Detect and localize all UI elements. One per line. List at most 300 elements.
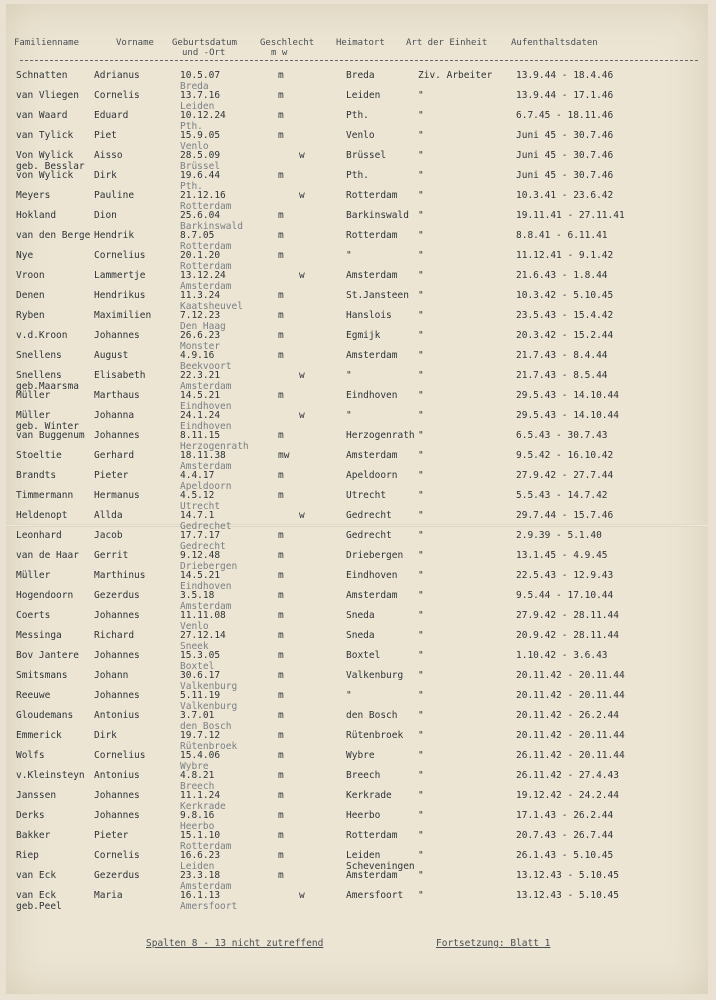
row-familienname: van Waard bbox=[16, 110, 68, 121]
row-heimatort: Amsterdam bbox=[346, 270, 398, 281]
row-familienname: van den Berge bbox=[16, 230, 91, 241]
row-vorname: Dirk bbox=[94, 170, 117, 181]
row-vorname: Gerrit bbox=[94, 550, 129, 561]
row-familienname: Müller bbox=[16, 570, 51, 581]
row-art-der-einheit: " bbox=[418, 710, 424, 721]
row-geburtsort: Amsterdam bbox=[180, 381, 232, 392]
row-familienname: Janssen bbox=[16, 790, 57, 801]
row-geburtsort: Breech bbox=[180, 781, 215, 792]
row-aufenthaltsdaten: 21.7.43 - 8.5.44 bbox=[516, 370, 608, 381]
row-art-der-einheit: Ziv. Arbeiter bbox=[418, 70, 493, 81]
row-geburtsdatum: 22.3.21 bbox=[180, 370, 221, 381]
row-aufenthaltsdaten: 13.9.44 - 18.4.46 bbox=[516, 70, 614, 81]
row-aufenthaltsdaten: 20.11.42 - 20.11.44 bbox=[516, 730, 625, 741]
row-geschlecht: w bbox=[299, 410, 305, 421]
row-aufenthaltsdaten: 29.5.43 - 14.10.44 bbox=[516, 410, 619, 421]
row-art-der-einheit: " bbox=[418, 590, 424, 601]
row-geschlecht: w bbox=[299, 890, 305, 901]
row-familienname: Denen bbox=[16, 290, 45, 301]
row-aufenthaltsdaten: 27.9.42 - 28.11.44 bbox=[516, 610, 619, 621]
row-aufenthaltsdaten: 8.8.41 - 6.11.41 bbox=[516, 230, 608, 241]
row-geschlecht: m bbox=[278, 550, 284, 561]
row-vorname: Marthinus bbox=[94, 570, 146, 581]
row-geburtsdatum: 8.7.05 bbox=[180, 230, 215, 241]
row-vorname: Hendrikus bbox=[94, 290, 146, 301]
row-familienname: Smitsmans bbox=[16, 670, 68, 681]
header-vorname: Vorname bbox=[116, 38, 154, 48]
row-geburtsdatum: 19.7.12 bbox=[180, 730, 221, 741]
row-geburtsort: Valkenburg bbox=[180, 701, 238, 712]
row-art-der-einheit: " bbox=[418, 650, 424, 661]
row-vorname: Hermanus bbox=[94, 490, 140, 501]
row-heimatort: Gedrecht bbox=[346, 510, 392, 521]
row-vorname: Johanna bbox=[94, 410, 135, 421]
header-familienname: Familienname bbox=[14, 38, 80, 48]
row-geburtsdatum: 15.3.05 bbox=[180, 650, 221, 661]
row-geburtsort: Leiden bbox=[180, 101, 215, 112]
row-geschlecht: m bbox=[278, 290, 284, 301]
row-familienname: Derks bbox=[16, 810, 45, 821]
row-geburtsort: Gedrecht bbox=[180, 541, 226, 552]
row-geschlecht: w bbox=[299, 150, 305, 161]
row-aufenthaltsdaten: Juni 45 - 30.7.46 bbox=[516, 170, 614, 181]
row-vorname: Maria bbox=[94, 890, 123, 901]
row-heimatort: Sneda bbox=[346, 610, 375, 621]
row-familienname: Müller bbox=[16, 390, 51, 401]
row-familienname-2: geb.Peel bbox=[16, 901, 62, 912]
row-familienname: Messinga bbox=[16, 630, 62, 641]
row-geschlecht: m bbox=[278, 750, 284, 761]
row-heimatort: Eindhoven bbox=[346, 390, 398, 401]
header-geschlecht: Geschlecht bbox=[260, 38, 315, 48]
row-geburtsort: Eindhoven bbox=[180, 581, 232, 592]
row-geburtsort: Apeldoorn bbox=[180, 481, 232, 492]
row-geschlecht: m bbox=[278, 570, 284, 581]
row-art-der-einheit: " bbox=[418, 370, 424, 381]
row-geburtsdatum: 3.7.01 bbox=[180, 710, 215, 721]
row-familienname: Riep bbox=[16, 850, 39, 861]
row-vorname: Allda bbox=[94, 510, 123, 521]
row-geburtsort: Brüssel bbox=[180, 161, 221, 172]
row-familienname: Ryben bbox=[16, 310, 45, 321]
row-aufenthaltsdaten: 21.6.43 - 1.8.44 bbox=[516, 270, 608, 281]
row-geburtsdatum: 11.11.08 bbox=[180, 610, 226, 621]
row-aufenthaltsdaten: 20.3.42 - 15.2.44 bbox=[516, 330, 614, 341]
row-geschlecht: m bbox=[278, 430, 284, 441]
row-aufenthaltsdaten: 22.5.43 - 12.9.43 bbox=[516, 570, 614, 581]
row-art-der-einheit: " bbox=[418, 90, 424, 101]
row-familienname: v.d.Kroon bbox=[16, 330, 68, 341]
row-geburtsdatum: 10.5.07 bbox=[180, 70, 221, 81]
row-vorname: Dirk bbox=[94, 730, 117, 741]
row-heimatort: Wybre bbox=[346, 750, 375, 761]
row-geschlecht: m bbox=[278, 850, 284, 861]
row-geschlecht: m bbox=[278, 470, 284, 481]
row-aufenthaltsdaten: 23.5.43 - 15.4.42 bbox=[516, 310, 614, 321]
row-vorname: Gerhard bbox=[94, 450, 135, 461]
row-geburtsort: Utrecht bbox=[180, 501, 221, 512]
header-heimatort: Heimatort bbox=[336, 38, 385, 48]
header-aufenthaltsdaten: Aufenthaltsdaten bbox=[511, 38, 598, 48]
row-geschlecht: w bbox=[299, 190, 305, 201]
row-geburtsdatum: 15.4.06 bbox=[180, 750, 221, 761]
row-vorname: Johann bbox=[94, 670, 129, 681]
row-aufenthaltsdaten: Juni 45 - 30.7.46 bbox=[516, 150, 614, 161]
row-art-der-einheit: " bbox=[418, 150, 424, 161]
row-heimatort: Brüssel bbox=[346, 150, 387, 161]
row-familienname: Hokland bbox=[16, 210, 57, 221]
row-vorname: Jacob bbox=[94, 530, 123, 541]
row-geburtsort: Driebergen bbox=[180, 561, 238, 572]
row-geschlecht: m bbox=[278, 250, 284, 261]
row-geburtsort: Beekvoort bbox=[180, 361, 232, 372]
row-geburtsdatum: 15.1.10 bbox=[180, 830, 221, 841]
row-geburtsdatum: 26.6.23 bbox=[180, 330, 221, 341]
row-heimatort: Apeldoorn bbox=[346, 470, 398, 481]
row-art-der-einheit: " bbox=[418, 230, 424, 241]
row-familienname: Von Wylick bbox=[16, 150, 74, 161]
row-vorname: Johannes bbox=[94, 810, 140, 821]
row-vorname: Gezerdus bbox=[94, 590, 140, 601]
row-art-der-einheit: " bbox=[418, 210, 424, 221]
row-geburtsort: Rütenbroek bbox=[180, 741, 238, 752]
header-divider bbox=[20, 60, 698, 61]
row-aufenthaltsdaten: 20.11.42 - 20.11.44 bbox=[516, 690, 625, 701]
row-geschlecht: m bbox=[278, 590, 284, 601]
row-vorname: Pieter bbox=[94, 470, 129, 481]
row-geburtsort: Rotterdam bbox=[180, 261, 232, 272]
row-aufenthaltsdaten: 13.12.43 - 5.10.45 bbox=[516, 870, 619, 881]
row-geburtsdatum: 4.8.21 bbox=[180, 770, 215, 781]
row-aufenthaltsdaten: 9.5.42 - 16.10.42 bbox=[516, 450, 614, 461]
row-geburtsort: Amsterdam bbox=[180, 461, 232, 472]
row-heimatort: Rütenbroek bbox=[346, 730, 404, 741]
row-geburtsort: den Bosch bbox=[180, 721, 232, 732]
document-page bbox=[6, 4, 708, 994]
row-geburtsdatum: 24.1.24 bbox=[180, 410, 221, 421]
row-vorname: Cornelis bbox=[94, 850, 140, 861]
row-vorname: Eduard bbox=[94, 110, 129, 121]
row-geburtsdatum: 13.12.24 bbox=[180, 270, 226, 281]
header-geschlecht-sub: m w bbox=[271, 48, 288, 58]
row-geburtsdatum: 18.11.38 bbox=[180, 450, 226, 461]
row-geburtsdatum: 11.3.24 bbox=[180, 290, 221, 301]
row-geschlecht: m bbox=[278, 710, 284, 721]
row-geburtsort: Herzogenrath bbox=[180, 441, 249, 452]
row-geschlecht: m bbox=[278, 730, 284, 741]
row-art-der-einheit: " bbox=[418, 890, 424, 901]
row-geburtsort: Valkenburg bbox=[180, 681, 238, 692]
row-familienname: von Wylick bbox=[16, 170, 74, 181]
row-aufenthaltsdaten: 26.1.43 - 5.10.45 bbox=[516, 850, 614, 861]
row-geschlecht: m bbox=[278, 790, 284, 801]
row-familienname: v.Kleinsteyn bbox=[16, 770, 85, 781]
row-familienname: van Tylick bbox=[16, 130, 74, 141]
row-vorname: Marthaus bbox=[94, 390, 140, 401]
row-geburtsort: Rotterdam bbox=[180, 201, 232, 212]
table-row bbox=[6, 884, 708, 912]
row-art-der-einheit: " bbox=[418, 790, 424, 801]
row-aufenthaltsdaten: 26.11.42 - 20.11.44 bbox=[516, 750, 625, 761]
row-familienname: van Vliegen bbox=[16, 90, 79, 101]
row-geburtsort: Wybre bbox=[180, 761, 209, 772]
row-geschlecht: w bbox=[299, 510, 305, 521]
row-vorname: Cornelius bbox=[94, 750, 146, 761]
row-art-der-einheit: " bbox=[418, 630, 424, 641]
row-familienname: Timmermann bbox=[16, 490, 74, 501]
row-heimatort: Leiden bbox=[346, 850, 381, 861]
row-heimatort: Amsterdam bbox=[346, 450, 398, 461]
row-heimatort: Pth. bbox=[346, 170, 369, 181]
row-aufenthaltsdaten: 1.10.42 - 3.6.43 bbox=[516, 650, 608, 661]
row-vorname: Maximilien bbox=[94, 310, 152, 321]
row-geburtsdatum: 16.1.13 bbox=[180, 890, 221, 901]
row-geburtsort: Heerbo bbox=[180, 821, 215, 832]
row-heimatort: Boxtel bbox=[346, 650, 381, 661]
row-geschlecht: m bbox=[278, 70, 284, 81]
row-art-der-einheit: " bbox=[418, 690, 424, 701]
row-geburtsdatum: 23.3.18 bbox=[180, 870, 221, 881]
row-familienname: Brandts bbox=[16, 470, 57, 481]
row-aufenthaltsdaten: 11.12.41 - 9.1.42 bbox=[516, 250, 614, 261]
row-geschlecht: m bbox=[278, 170, 284, 181]
row-heimatort: Gedrecht bbox=[346, 530, 392, 541]
row-geburtsort: Leiden bbox=[180, 861, 215, 872]
row-geburtsdatum: 17.7.17 bbox=[180, 530, 221, 541]
row-geburtsdatum: 14.5.21 bbox=[180, 390, 221, 401]
row-vorname: Dion bbox=[94, 210, 117, 221]
row-geschlecht: m bbox=[278, 110, 284, 121]
row-vorname: Antonius bbox=[94, 770, 140, 781]
row-geburtsdatum: 3.5.18 bbox=[180, 590, 215, 601]
row-familienname-2: geb. Besslar bbox=[16, 161, 85, 172]
row-geburtsdatum: 13.7.16 bbox=[180, 90, 221, 101]
row-familienname: Bov Jantere bbox=[16, 650, 79, 661]
row-geschlecht: m bbox=[278, 650, 284, 661]
row-heimatort: Heerbo bbox=[346, 810, 381, 821]
header-und-ort: und -Ort bbox=[182, 48, 226, 58]
row-familienname: Snellens bbox=[16, 350, 62, 361]
row-art-der-einheit: " bbox=[418, 110, 424, 121]
row-heimatort: Kerkrade bbox=[346, 790, 392, 801]
row-aufenthaltsdaten: 19.11.41 - 27.11.41 bbox=[516, 210, 625, 221]
row-heimatort: Pth. bbox=[346, 110, 369, 121]
row-geburtsdatum: 7.12.23 bbox=[180, 310, 221, 321]
row-geburtsdatum: 14.5.21 bbox=[180, 570, 221, 581]
row-geburtsdatum: 4.4.17 bbox=[180, 470, 215, 481]
row-aufenthaltsdaten: 6.5.43 - 30.7.43 bbox=[516, 430, 608, 441]
row-familienname: Meyers bbox=[16, 190, 51, 201]
row-art-der-einheit: " bbox=[418, 510, 424, 521]
row-familienname: van de Haar bbox=[16, 550, 79, 561]
row-aufenthaltsdaten: 21.7.43 - 8.4.44 bbox=[516, 350, 608, 361]
row-heimatort: Rotterdam bbox=[346, 190, 398, 201]
row-geschlecht: w bbox=[299, 370, 305, 381]
row-geschlecht: m bbox=[278, 90, 284, 101]
row-aufenthaltsdaten: Juni 45 - 30.7.46 bbox=[516, 130, 614, 141]
row-geburtsort: Amsterdam bbox=[180, 601, 232, 612]
row-vorname: Piet bbox=[94, 130, 117, 141]
row-art-der-einheit: " bbox=[418, 830, 424, 841]
row-vorname: Pauline bbox=[94, 190, 135, 201]
header-geburtsdatum: Geburtsdatum bbox=[172, 38, 238, 48]
row-heimatort: Utrecht bbox=[346, 490, 387, 501]
row-vorname: August bbox=[94, 350, 129, 361]
row-art-der-einheit: " bbox=[418, 190, 424, 201]
row-art-der-einheit: " bbox=[418, 350, 424, 361]
row-geschlecht: w bbox=[299, 270, 305, 281]
row-art-der-einheit: " bbox=[418, 250, 424, 261]
row-vorname: Lammertje bbox=[94, 270, 146, 281]
row-aufenthaltsdaten: 9.5.44 - 17.10.44 bbox=[516, 590, 614, 601]
row-aufenthaltsdaten: 20.9.42 - 28.11.44 bbox=[516, 630, 619, 641]
row-geschlecht: m bbox=[278, 210, 284, 221]
row-vorname: Johannes bbox=[94, 430, 140, 441]
row-geburtsort: Amsterdam bbox=[180, 881, 232, 892]
row-heimatort: Amsterdam bbox=[346, 590, 398, 601]
row-familienname: Nye bbox=[16, 250, 34, 261]
row-heimatort: St.Jansteen bbox=[346, 290, 409, 301]
row-aufenthaltsdaten: 10.3.41 - 23.6.42 bbox=[516, 190, 614, 201]
row-art-der-einheit: " bbox=[418, 170, 424, 181]
row-geburtsdatum: 25.6.04 bbox=[180, 210, 221, 221]
row-familienname: Coerts bbox=[16, 610, 51, 621]
row-aufenthaltsdaten: 10.3.42 - 5.10.45 bbox=[516, 290, 614, 301]
row-geschlecht: m bbox=[278, 330, 284, 341]
row-vorname: Johannes bbox=[94, 790, 140, 801]
row-geburtsdatum: 4.5.12 bbox=[180, 490, 215, 501]
row-heimatort: Eindhoven bbox=[346, 570, 398, 581]
row-geburtsort: Eindhoven bbox=[180, 421, 232, 432]
row-geburtsdatum: 9.12.48 bbox=[180, 550, 221, 561]
row-art-der-einheit: " bbox=[418, 290, 424, 301]
row-geschlecht: m bbox=[278, 310, 284, 321]
row-art-der-einheit: " bbox=[418, 810, 424, 821]
row-art-der-einheit: " bbox=[418, 570, 424, 581]
row-heimatort: Herzogenrath bbox=[346, 430, 415, 441]
row-aufenthaltsdaten: 29.7.44 - 15.7.46 bbox=[516, 510, 614, 521]
row-geburtsdatum: 30.6.17 bbox=[180, 670, 221, 681]
row-heimatort: Sneda bbox=[346, 630, 375, 641]
row-heimatort: Hanslois bbox=[346, 310, 392, 321]
row-aufenthaltsdaten: 13.1.45 - 4.9.45 bbox=[516, 550, 608, 561]
row-familienname: Snellens bbox=[16, 370, 62, 381]
row-geschlecht: m bbox=[278, 350, 284, 361]
row-aufenthaltsdaten: 20.11.42 - 26.2.44 bbox=[516, 710, 619, 721]
row-geburtsort: Kerkrade bbox=[180, 801, 226, 812]
row-heimatort-2: Scheveningen bbox=[346, 861, 415, 872]
row-heimatort: Driebergen bbox=[346, 550, 404, 561]
row-aufenthaltsdaten: 29.5.43 - 14.10.44 bbox=[516, 390, 619, 401]
row-geburtsort: Monster bbox=[180, 341, 221, 352]
row-geburtsdatum: 4.9.16 bbox=[180, 350, 215, 361]
row-geburtsort: Den Haag bbox=[180, 321, 226, 332]
row-heimatort: Valkenburg bbox=[346, 670, 404, 681]
row-geburtsort: Rotterdam bbox=[180, 841, 232, 852]
row-heimatort: " bbox=[346, 410, 352, 421]
row-vorname: Johannes bbox=[94, 650, 140, 661]
row-geburtsdatum: 15.9.05 bbox=[180, 130, 221, 141]
row-geschlecht: m bbox=[278, 130, 284, 141]
row-art-der-einheit: " bbox=[418, 270, 424, 281]
row-art-der-einheit: " bbox=[418, 390, 424, 401]
row-geschlecht: m bbox=[278, 810, 284, 821]
row-geburtsdatum: 5.11.19 bbox=[180, 690, 221, 701]
row-geschlecht: m bbox=[278, 830, 284, 841]
row-geburtsort: Amsterdam bbox=[180, 281, 232, 292]
row-familienname: Reeuwe bbox=[16, 690, 51, 701]
row-geschlecht: m bbox=[278, 230, 284, 241]
row-geschlecht: m bbox=[278, 770, 284, 781]
row-art-der-einheit: " bbox=[418, 770, 424, 781]
row-vorname: Adrianus bbox=[94, 70, 140, 81]
row-art-der-einheit: " bbox=[418, 530, 424, 541]
row-art-der-einheit: " bbox=[418, 550, 424, 561]
row-aufenthaltsdaten: 17.1.43 - 26.2.44 bbox=[516, 810, 614, 821]
row-vorname: Hendrik bbox=[94, 230, 135, 241]
row-geburtsdatum: 19.6.44 bbox=[180, 170, 221, 181]
row-vorname: Cornelis bbox=[94, 90, 140, 101]
row-vorname: Gezerdus bbox=[94, 870, 140, 881]
row-vorname: Cornelius bbox=[94, 250, 146, 261]
row-familienname: Vroon bbox=[16, 270, 45, 281]
row-geburtsort: Amersfoort bbox=[180, 901, 238, 912]
footer-left: Spalten 8 - 13 nicht zutreffend bbox=[146, 938, 324, 949]
row-vorname: Antonius bbox=[94, 710, 140, 721]
row-geburtsdatum: 10.12.24 bbox=[180, 110, 226, 121]
row-geschlecht: m bbox=[278, 690, 284, 701]
row-heimatort: Venlo bbox=[346, 130, 375, 141]
row-vorname: Richard bbox=[94, 630, 135, 641]
row-aufenthaltsdaten: 13.12.43 - 5.10.45 bbox=[516, 890, 619, 901]
row-geschlecht: m bbox=[278, 390, 284, 401]
row-geburtsdatum: 21.12.16 bbox=[180, 190, 226, 201]
row-vorname: Johannes bbox=[94, 330, 140, 341]
row-geburtsort: Gedrechet bbox=[180, 521, 232, 532]
row-geschlecht: m bbox=[278, 610, 284, 621]
row-geburtsort: Venlo bbox=[180, 621, 209, 632]
row-geburtsort: Boxtel bbox=[180, 661, 215, 672]
row-heimatort: Breda bbox=[346, 70, 375, 81]
row-familienname: Heldenopt bbox=[16, 510, 68, 521]
row-geschlecht: m bbox=[278, 530, 284, 541]
row-geburtsort: Barkinswald bbox=[180, 221, 243, 232]
row-art-der-einheit: " bbox=[418, 870, 424, 881]
row-art-der-einheit: " bbox=[418, 730, 424, 741]
row-art-der-einheit: " bbox=[418, 610, 424, 621]
row-geburtsort: Kaatsheuvel bbox=[180, 301, 243, 312]
row-familienname: Stoeltie bbox=[16, 450, 62, 461]
row-geburtsdatum: 14.7.1 bbox=[180, 510, 215, 521]
row-familienname: van Eck bbox=[16, 870, 57, 881]
row-aufenthaltsdaten: 26.11.42 - 27.4.43 bbox=[516, 770, 619, 781]
row-familienname: Bakker bbox=[16, 830, 51, 841]
row-geburtsort: Pth. bbox=[180, 181, 203, 192]
row-art-der-einheit: " bbox=[418, 750, 424, 761]
row-geburtsdatum: 9.8.16 bbox=[180, 810, 215, 821]
row-geschlecht: m bbox=[278, 630, 284, 641]
row-heimatort: Amsterdam bbox=[346, 870, 398, 881]
row-aufenthaltsdaten: 2.9.39 - 5.1.40 bbox=[516, 530, 602, 541]
row-geschlecht: m bbox=[278, 870, 284, 881]
row-art-der-einheit: " bbox=[418, 330, 424, 341]
row-geburtsort: Eindhoven bbox=[180, 401, 232, 412]
row-art-der-einheit: " bbox=[418, 410, 424, 421]
header-art-der-einheit: Art der Einheit bbox=[406, 38, 488, 48]
row-heimatort: den Bosch bbox=[346, 710, 398, 721]
row-heimatort: Breech bbox=[346, 770, 381, 781]
row-familienname: Hogendoorn bbox=[16, 590, 74, 601]
